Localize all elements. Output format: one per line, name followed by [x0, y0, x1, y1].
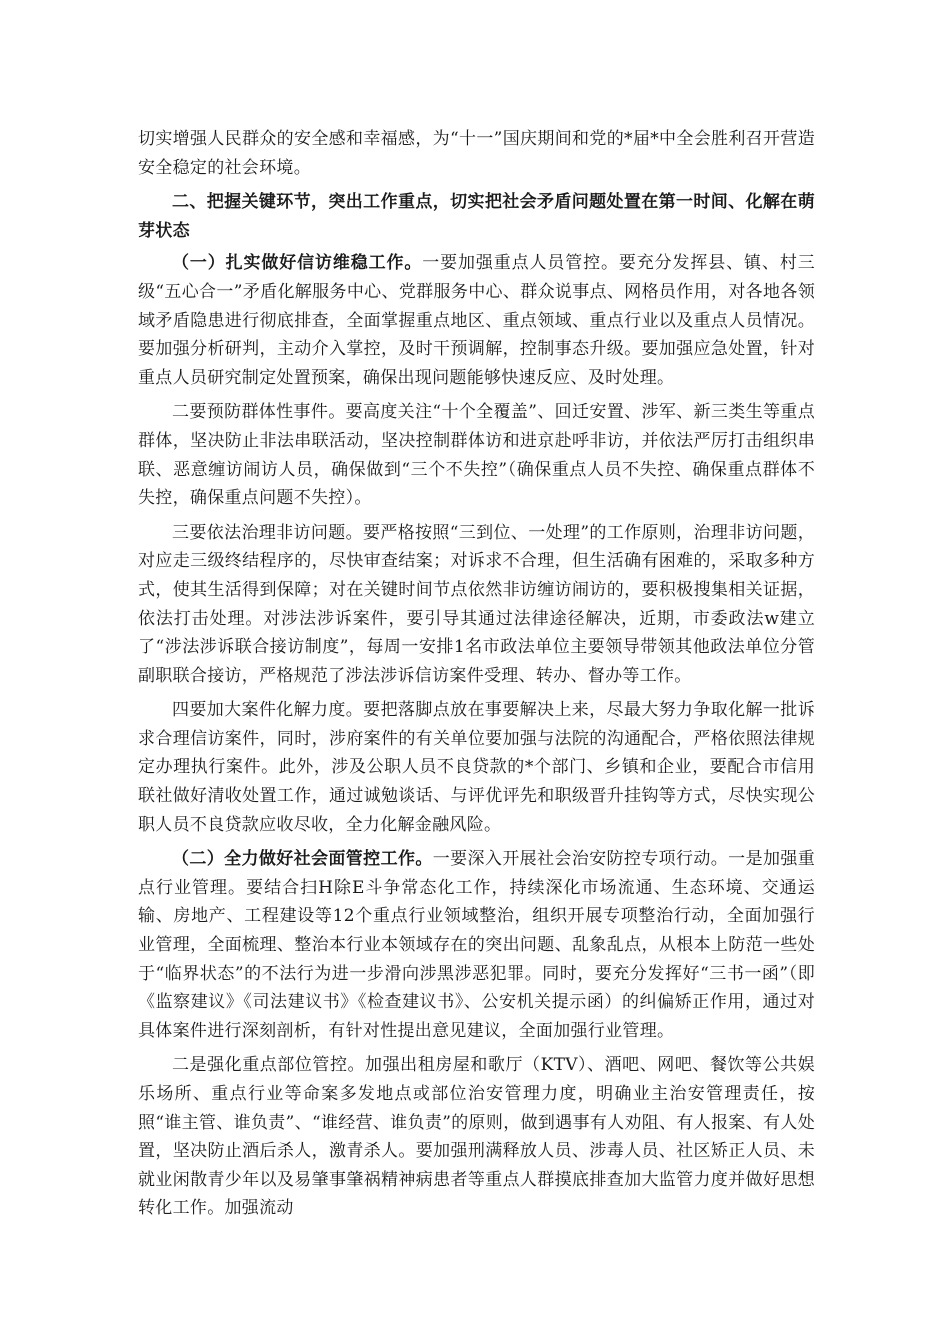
subsection-lead: （二）全力做好社会面管控工作。	[172, 849, 433, 870]
paragraph-text: 一要深入开展社会治安防控专项行动。一是加强重点行业管理。要结合扫H除E斗争常态化工作，持续深化市场流通、生态环境、交通运输、房地产、工程建设等12个重点行业领域整治，组织开展专项整治行动，全面加强行业管理，全面梳理、整治本行业本领域存在的突出问题、乱象乱点，从根本上防范一些处于“临界状态”的不法行为进一步滑向涉黑涉恶犯罪。同时，要充分发挥好“三书一函”（即《监察建议》《司法建议书》《检查建议书》、公安机关提示函）的纠偏矫正作用，通过对具体案件进行深刻剖析，有针对性提出意见建议，全面加强行业管理。	[138, 849, 816, 1041]
paragraph-social-control	[138, 845, 815, 1045]
paragraph-group-incidents: 二要预防群体性事件。要高度关注“十个全覆盖”、回迁安置、涉军、新三类生等重点群体，坚决防止非法串联活动，坚决控制群体访和进京赴呼非访，并依法严厉打击组织串联、恶意缠访闹访人员，确保做到“三个不失控”（确保重点人员不失控、确保重点群体不失控，确保重点问题不失控）。	[138, 402, 815, 509]
paragraph-petition-work	[138, 249, 815, 392]
paragraph-text: 一要加强重点人员管控。要充分发挥县、镇、村三级“五心合一”矛盾化解服务中心、党群服务中心、群众说事点、网格员作用，对各地各领域矛盾隐患进行彻底排查，全面掌握重点地区、重点领域、重点行业以及重点人员情况。要加强分析研判，主动介入掌控，及时干预调解，控制事态升级。要加强应急处置，针对重点人员研究制定处置预案，确保出现问题能够快速反应、及时处理。	[138, 253, 815, 388]
subsection-lead: （一）扎实做好信访维稳工作。	[172, 253, 423, 274]
paragraph-law-governance: 三要依法治理非访问题。要严格按照“三到位、一处理”的工作原则，治理非访问题，对应走三级终结程序的，尽快审查结案；对诉求不合理，但生活确有困难的，采取多种方式，使其生活得到保障；对在关键时间节点依然非访缠访闹访的，要积极搜集相关证据，依法打击处理。对涉法涉诉案件，要引导其通过法律途径解决，近期，市委政法w建立了“涉法涉诉联合接访制度”，每周一安排1名市政法单位主要领导带领其他政法单位分管副职联合接访，严格规范了涉法涉诉信访案件受理、转办、督办等工作。	[138, 522, 815, 686]
paragraph-case-resolution: 四要加大案件化解力度。要把落脚点放在事要解决上来，尽最大努力争取化解一批诉求合理信访案件，同时，涉府案件的有关单位要加强与法院的沟通配合，严格依照法律规定办理执行案件。此外，涉及公职人员不良贷款的*个部门、乡镇和企业，要配合市信用联社做好清收处置工作，通过诚勉谈话、与评优评先和职级晋升挂钩等方式，尽快实现公职人员不良贷款应收尽收，全力化解金融风险。	[138, 700, 815, 835]
paragraph-key-sites: 二是强化重点部位管控。加强出租房屋和歌厅（KTV）、酒吧、网吧、餐饮等公共娱乐场所、重点行业等命案多发地点或部位治安管理力度，明确业主治安管理责任，按照“谁主管、谁负责”、“谁经营、谁负责”的原则，做到遇事有人劝阻、有人报案、有人处置，坚决防止酒后杀人，激青杀人。要加强刑满释放人员、涉毒人员、社区矫正人员、未就业闲散青少年以及易肇事肇祸精神病患者等重点人群摸底排查加大监管力度并做好思想转化工作。加强流动	[138, 1055, 815, 1219]
document-page	[138, 125, 815, 1229]
section-heading: 二、把握关键环节，突出工作重点，切实把社会矛盾问题处置在第一时间、化解在萌芽状态	[138, 192, 815, 241]
opening-paragraph: 切实增强人民群众的安全感和幸福感，为“十一”国庆期间和党的*届*中全会胜利召开营造安全稳定的社会环境。	[138, 129, 815, 178]
